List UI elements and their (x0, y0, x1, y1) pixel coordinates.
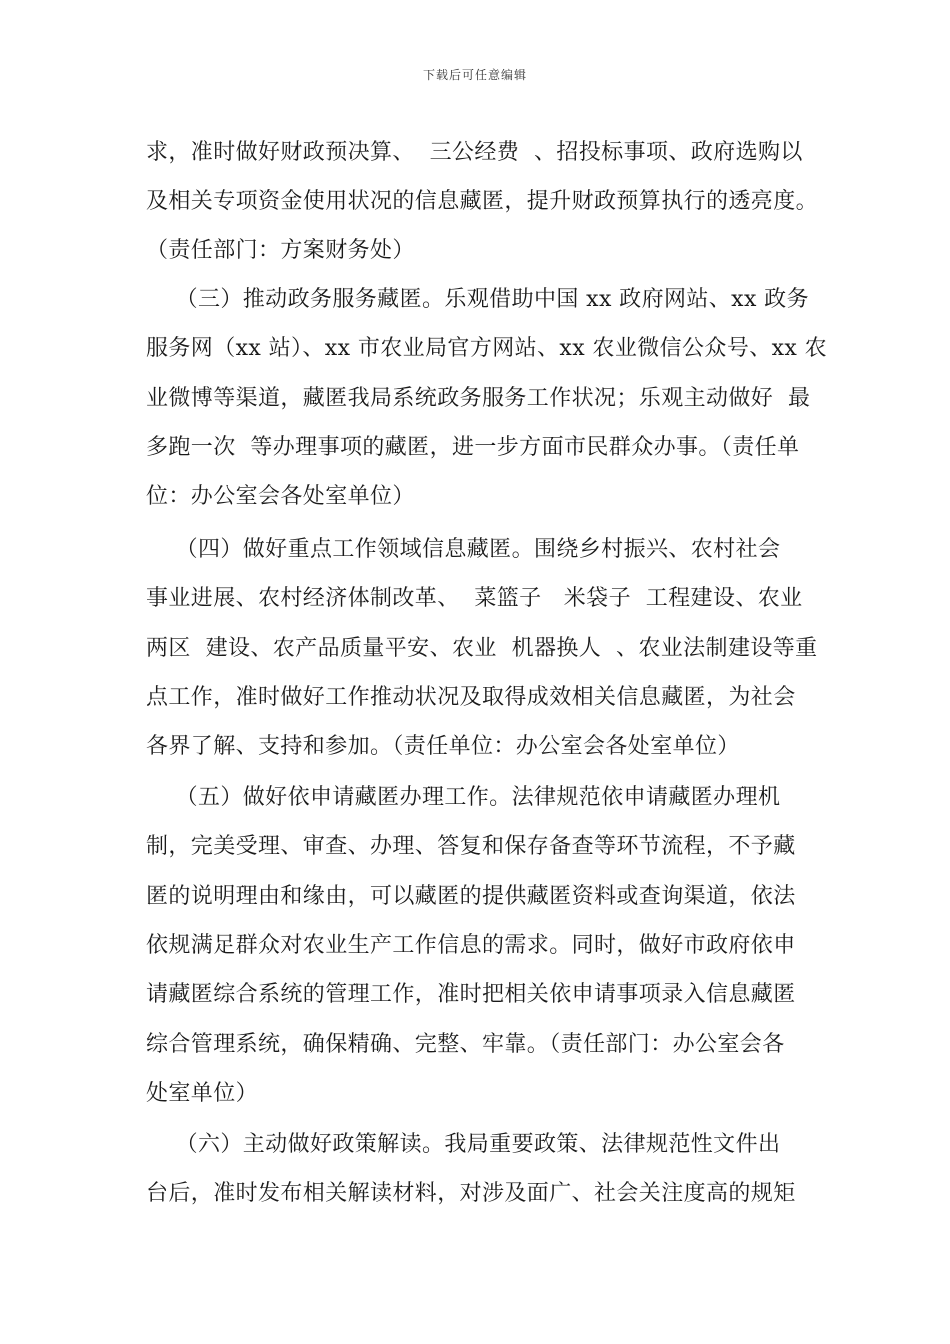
text-line: 事业进展、农村经济体制改革、 菜篮子 米袋子 工程建设、农业 (146, 586, 803, 611)
text-line: 依规满足群众对农业生产工作信息的需求。同时，做好市政府依申 (146, 933, 796, 958)
text-line: 匿的说明理由和缘由，可以藏匿的提供藏匿资料或查询渠道，依法 (146, 884, 796, 909)
text-line: 点工作，准时做好工作推动状况及取得成效相关信息藏匿，为社会 (146, 685, 796, 710)
text-line: 台后，准时发布相关解读材料，对涉及面广、社会关注度高的规矩 (146, 1181, 796, 1206)
text-line: （三）推动政务服务藏匿。乐观借助中国 xx 政府网站、xx 政务 (146, 287, 809, 312)
page-header: 下载后可任意编辑 (422, 68, 527, 82)
text-line: 请藏匿综合系统的管理工作，准时把相关依申请事项录入信息藏匿 (146, 982, 796, 1007)
text-line: （六）主动做好政策解读。我局重要政策、法律规范性文件出 (146, 1132, 781, 1157)
text-line: 业微博等渠道，藏匿我局系统政务服务工作状况；乐观主动做好 最 (146, 386, 811, 411)
text-line: （四）做好重点工作领域信息藏匿。围绕乡村振兴、农村社会 (146, 537, 781, 562)
text-line: 处室单位） (146, 1081, 259, 1106)
text-line: （责任部门：方案财务处） (146, 238, 415, 263)
text-line: 及相关专项资金使用状况的信息藏匿，提升财政预算执行的透亮度。 (146, 189, 819, 214)
text-line: 制，完美受理、审查、办理、答复和保存备查等环节流程，不予藏 (146, 834, 796, 859)
text-line: （五）做好依申请藏匿办理工作。法律规范依申请藏匿办理机 (146, 785, 781, 810)
text-line: 各界了解、支持和参加。（责任单位：办公室会各处室单位） (146, 734, 740, 759)
text-line: 综合管理系统，确保精确、完整、牢靠。（责任部门：办公室会各 (146, 1032, 785, 1057)
text-line: 服务网（xx 站）、xx 市农业局官方网站、xx 农业微信公众号、xx 农 (146, 336, 828, 361)
text-line: 位：办公室会各处室单位） (146, 484, 415, 509)
text-line: 多跑一次 等办理事项的藏匿，进一步方面市民群众办事。（责任单 (146, 435, 800, 460)
text-line: 求，准时做好财政预决算、 三公经费 、招投标事项、政府选购以 (146, 140, 803, 165)
text-line: 两区 建设、农产品质量平安、农业 机器换人 、农业法制建设等重 (146, 636, 818, 661)
